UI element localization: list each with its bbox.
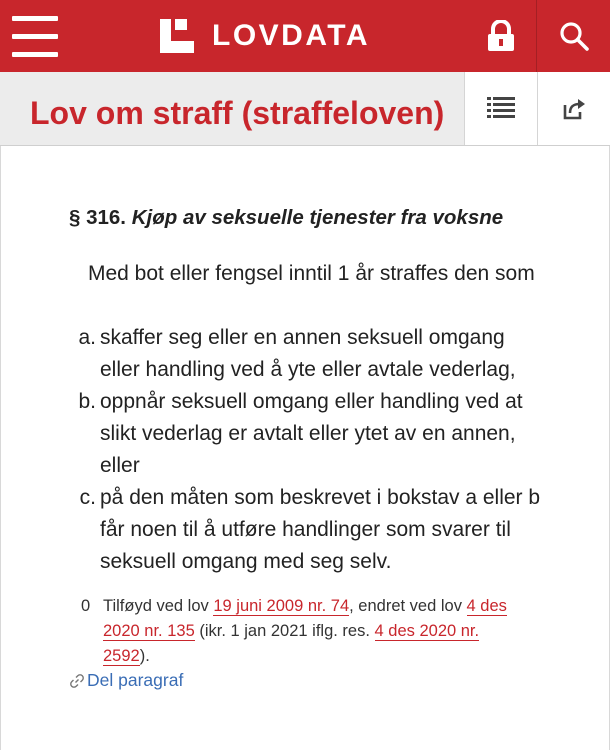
item-label: c. [79, 486, 96, 509]
section-intro: Med bot eller fengsel inntil 1 år straffes den som [88, 262, 535, 285]
section-title: Kjøp av seksuelle tjenester fra voksne [131, 206, 504, 229]
item-text: på den måten som beskrevet i bokstav a eller b får noen til å utføre handlinger som svarer til seksuell omgang med seg selv. [100, 486, 541, 573]
note-text [103, 594, 521, 669]
table-of-contents-icon[interactable] [464, 72, 537, 145]
share-icon[interactable] [537, 72, 610, 145]
note-middle2: (ikr. 1 jan 2021 iflg. res. [194, 622, 375, 640]
list-item [69, 482, 549, 578]
law-content [0, 146, 610, 750]
law-link-2020-135[interactable]: 4 des 2020 nr. 135 [103, 597, 507, 640]
search-icon[interactable] [537, 0, 610, 72]
list-item [69, 322, 549, 386]
page-title: Lov om straff (straffeloven) [30, 95, 445, 131]
brand-logo-link[interactable] [160, 14, 370, 58]
section-item-list [69, 322, 549, 578]
law-link-2009-74[interactable]: 19 juni 2009 nr. 74 [213, 597, 350, 615]
item-text: oppnår seksuell omgang eller handling ved at slikt vederlag er avtalt eller ytet av en annen, eller [100, 390, 523, 477]
resolution-link-2020-2592[interactable]: 4 des 2020 nr. 2592 [103, 622, 480, 665]
section-heading [69, 206, 503, 230]
share-paragraph-label: Del paragraf [87, 670, 184, 690]
section-symbol: § 316. [69, 206, 126, 229]
item-label: a. [78, 326, 96, 349]
lock-icon[interactable] [466, 0, 536, 72]
note-middle: , endret ved lov [349, 597, 467, 615]
item-text: skaffer seg eller en annen seksuell omgang eller handling ved å yte eller avtale vederlag, [100, 326, 516, 381]
amendment-note [81, 594, 521, 669]
list-item [69, 386, 549, 482]
note-number: 0 [81, 597, 91, 615]
note-prefix: Tilføyd ved lov [103, 597, 214, 615]
lovdata-logo-icon [160, 19, 194, 53]
top-bar [0, 0, 610, 72]
document-title-bar [0, 72, 610, 146]
note-suffix: ). [139, 647, 150, 665]
link-icon [69, 673, 85, 689]
share-paragraph-link[interactable] [69, 670, 183, 691]
brand-name: LOVDATA [212, 19, 371, 52]
hamburger-menu-icon[interactable] [0, 0, 70, 72]
item-label: b. [78, 390, 96, 413]
